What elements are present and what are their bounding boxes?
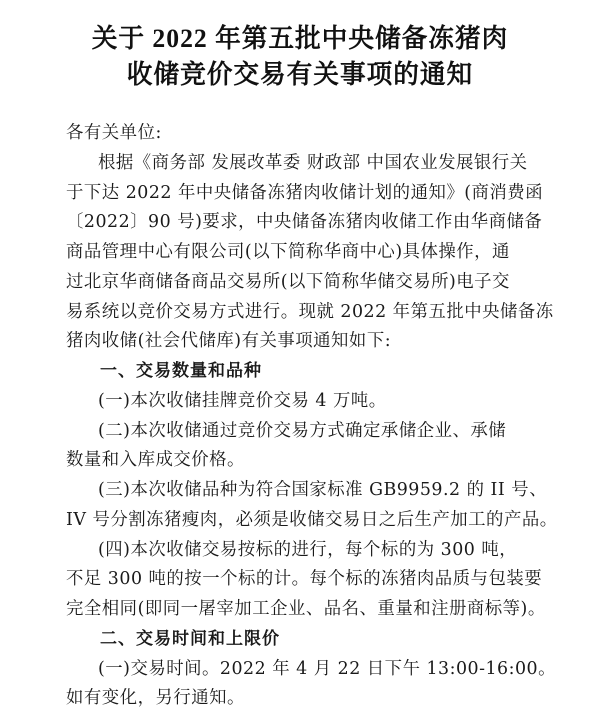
salutation: 各有关单位:	[66, 123, 162, 143]
paragraph-line: (三)本次收储品种为符合国家标准 GB9959.2 的 II 号、	[98, 480, 548, 500]
paragraph-line: 于下达 2022 年中央储备冻猪肉收储计划的通知》(商消费函	[66, 183, 544, 203]
paragraph-line: (一)本次收储挂牌竞价交易 4 万吨。	[98, 391, 387, 411]
paragraph-line: (四)本次收储交易按标的进行，每个标的为 300 吨，	[98, 540, 518, 560]
paragraph-line: 易系统以竞价交易方式进行。现就 2022 年第五批中央储备冻	[66, 302, 554, 322]
paragraph-line: (二)本次收储通过竞价交易方式确定承储企业、承储	[98, 421, 507, 441]
paragraph-line: 不足 300 吨的按一个标的计。每个标的冻猪肉品质与包装要	[66, 569, 543, 589]
document-title-line-2: 收储竞价交易有关事项的通知	[126, 60, 474, 89]
paragraph-line: 完全相同(即同一屠宰加工企业、品名、重量和注册商标等)。	[66, 599, 546, 619]
section-heading-1: 一、交易数量和品种	[100, 361, 262, 381]
paragraph-line: 〔2022〕90 号)要求，中央储备冻猪肉收储工作由华商储备	[66, 212, 543, 232]
section-heading-2: 二、交易时间和上限价	[100, 629, 280, 649]
paragraph-line: 根据《商务部 发展改革委 财政部 中国农业发展银行关	[98, 153, 528, 173]
document-title-line-1: 关于 2022 年第五批中央储备冻猪肉	[91, 24, 509, 53]
paragraph-line: 猪肉收储(社会代储库)有关事项通知如下:	[66, 331, 392, 351]
paragraph-line: 数量和入库成交价格。	[66, 450, 245, 470]
paragraph-line: 过北京华商储备商品交易所(以下简称华储交易所)电子交	[66, 272, 510, 292]
paragraph-line: (一)交易时间。2022 年 4 月 22 日下午 13:00-16:00。	[98, 659, 556, 679]
paragraph-line: IV 号分割冻猪瘦肉，必须是收储交易日之后生产加工的产品。	[66, 510, 558, 530]
paragraph-line: 商品管理中心有限公司(以下简称华商中心)具体操作，通	[66, 242, 510, 262]
paragraph-line: 如有变化，另行通知。	[66, 688, 245, 708]
